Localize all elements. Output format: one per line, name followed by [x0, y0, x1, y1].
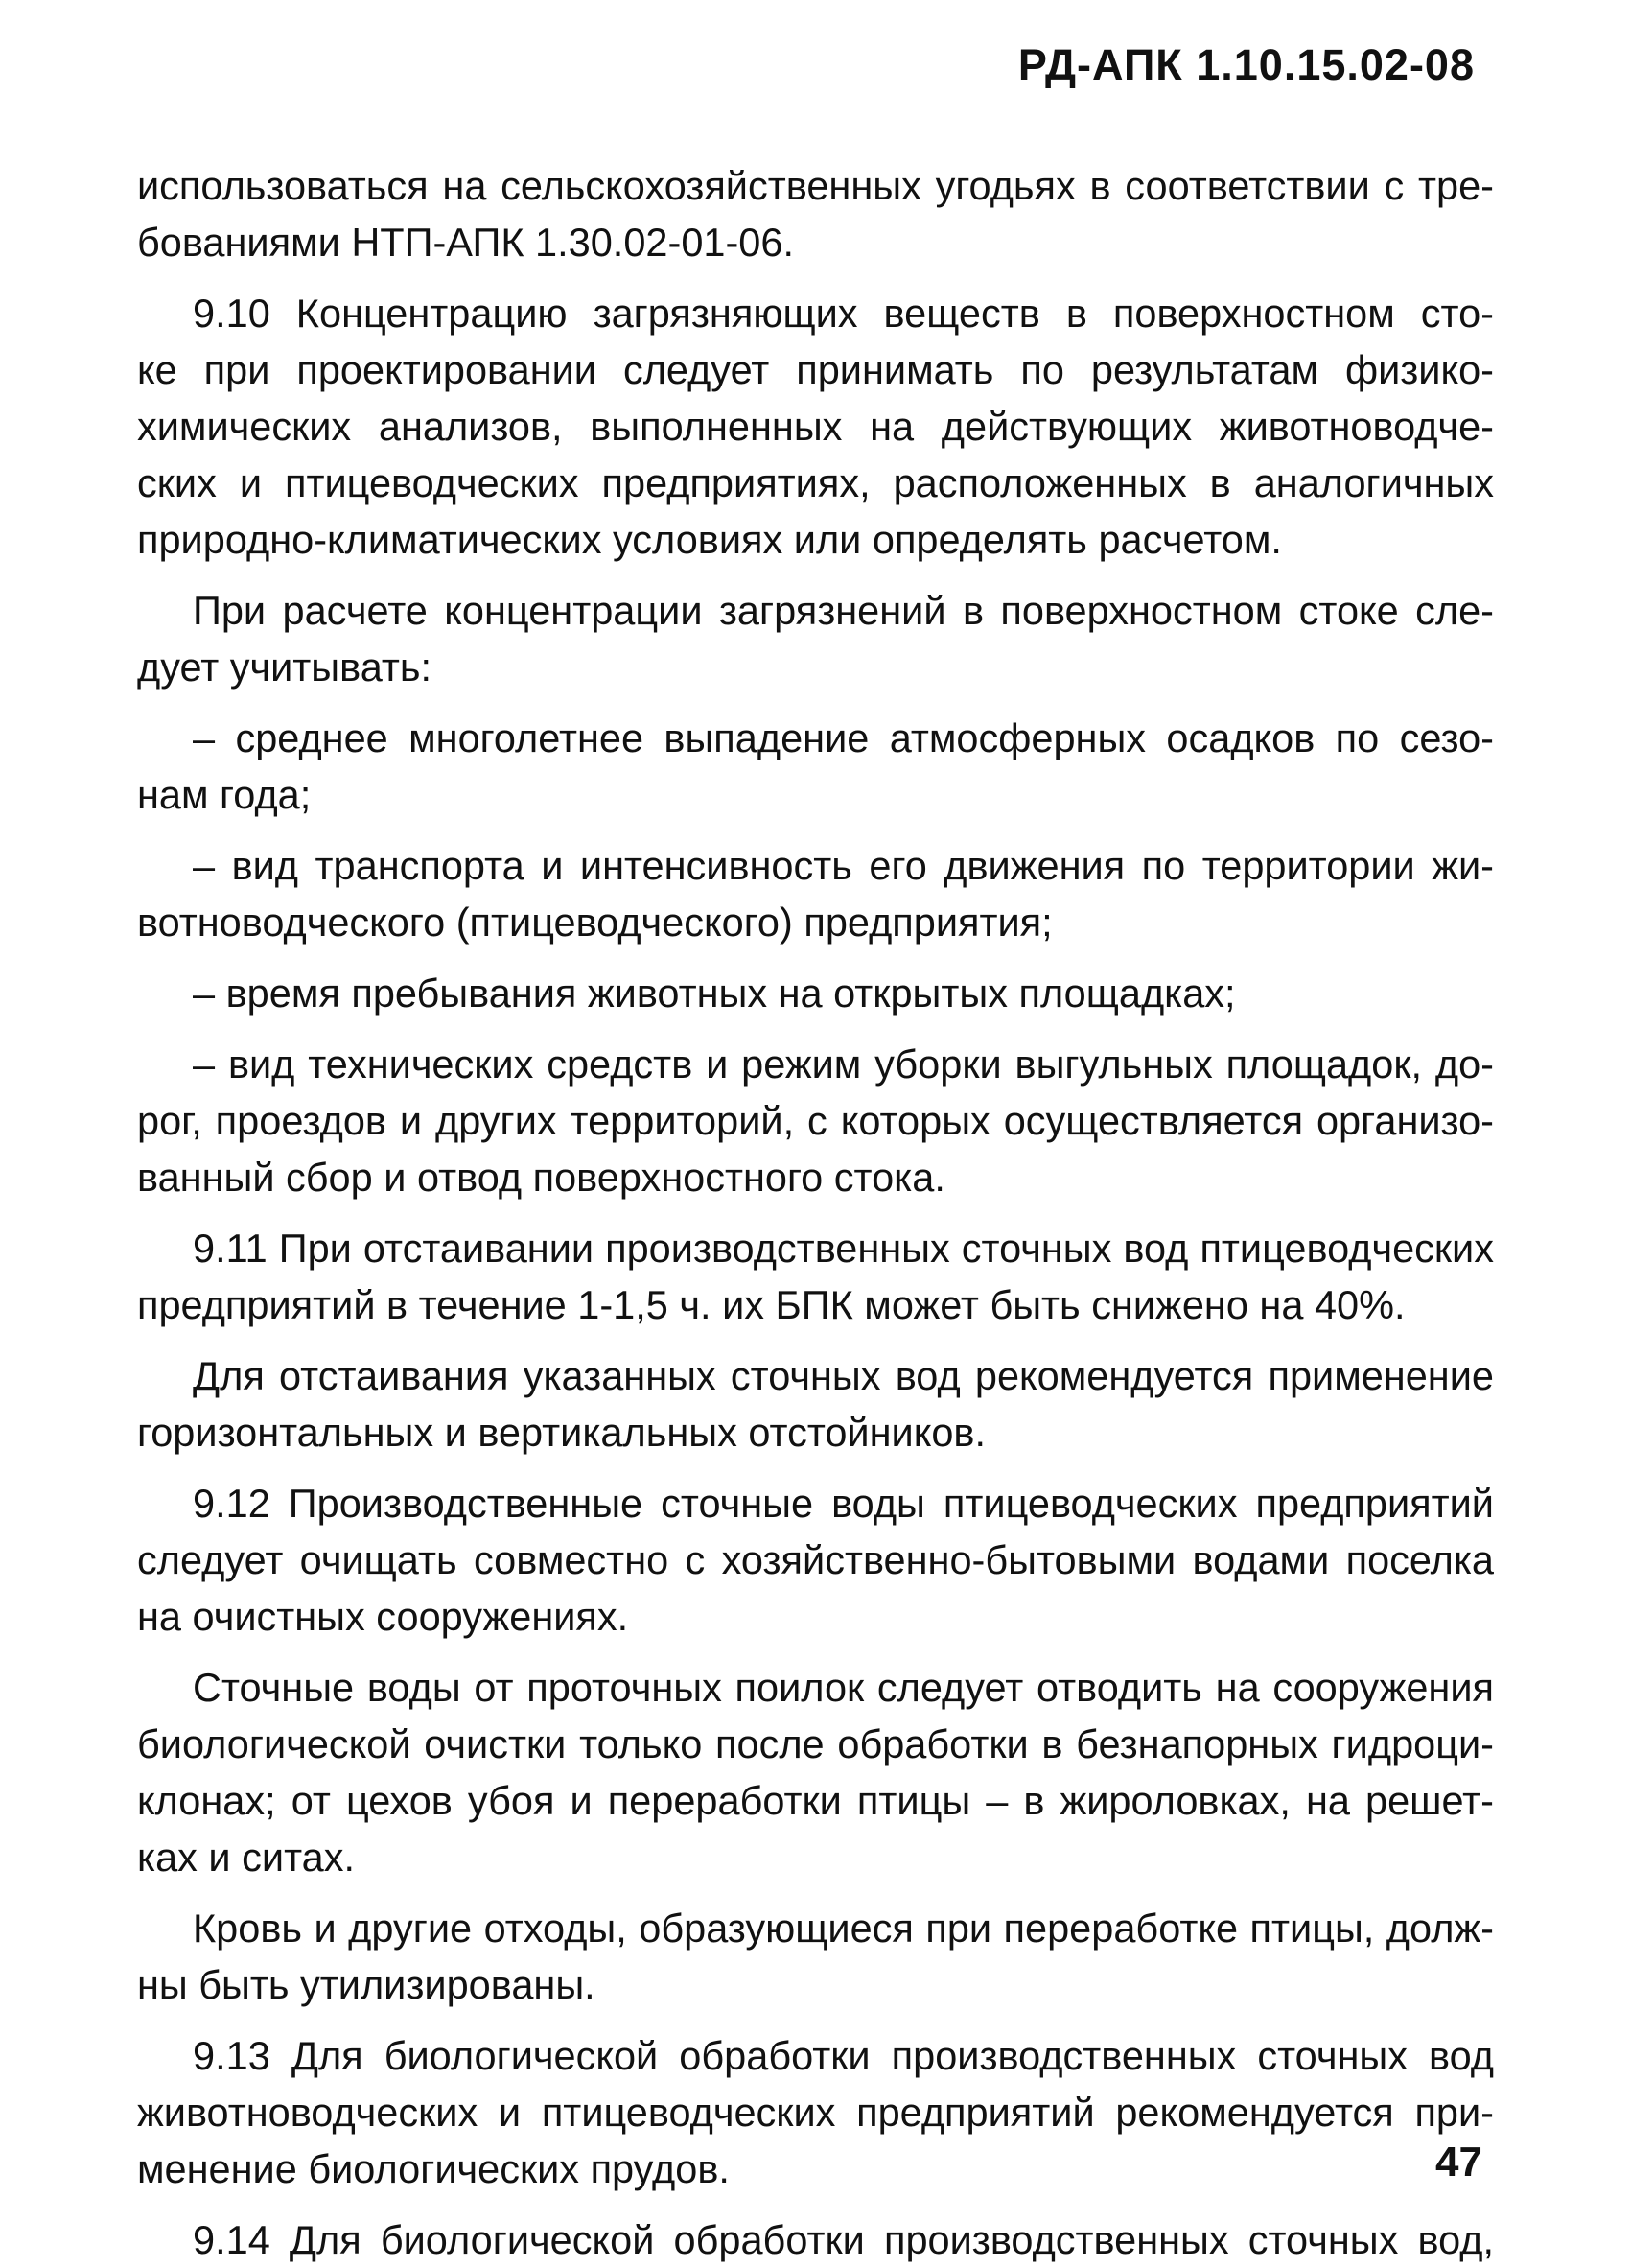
text-line: следует очищать совместно с хозяйственно-бытовыми водами поселка	[137, 1537, 1494, 1582]
text-line: Для отстаивания указанных сточных вод рекомендуется применение	[193, 1353, 1494, 1398]
document-code: РД-АПК 1.10.15.02-08	[1017, 40, 1475, 89]
text-line: Кровь и другие отходы, образующиеся при переработке птицы, долж-	[193, 1906, 1494, 1951]
text-line: дует учитывать:	[137, 644, 432, 690]
text-line: ках и ситах.	[137, 1835, 355, 1880]
text-line: биологической очистки только после обработки в безнапорных гидроци-	[137, 1721, 1494, 1766]
text-line: – среднее многолетнее выпадение атмосферных осадков по сезо-	[193, 715, 1494, 760]
text-line: При расчете концентрации загрязнений в поверхностном стоке сле-	[193, 588, 1494, 633]
text-line: горизонтальных и вертикальных отстойников.	[137, 1410, 986, 1455]
text-line: 9.10 Концентрацию загрязняющих веществ в поверхностном сто-	[193, 291, 1494, 336]
page-body	[137, 157, 1494, 2268]
text-line: Сточные воды от проточных поилок следует отводить на сооружения	[193, 1665, 1494, 1710]
text-line: бованиями НТП-АПК 1.30.02-01-06.	[137, 220, 794, 265]
text-line: химических анализов, выполненных на действующих животноводче-	[137, 404, 1494, 449]
text-line: 9.13 Для биологической обработки производственных сточных вод	[193, 2033, 1494, 2078]
text-line: клонах; от цехов убоя и переработки птицы – в жироловках, на решет-	[137, 1778, 1494, 1823]
text-line: использоваться на сельскохозяйственных угодьях в соответствии с тре-	[137, 163, 1494, 208]
text-line: ских и птицеводческих предприятиях, расположенных в аналогичных	[137, 460, 1494, 505]
text-line: на очистных сооружениях.	[137, 1594, 629, 1639]
text-line: нам года;	[137, 772, 312, 817]
text-line: 9.14 Для биологической обработки производственных сточных вод,	[193, 2217, 1494, 2262]
text-line: рог, проездов и других территорий, с которых осуществляется организо-	[137, 1098, 1494, 1143]
text-line: – вид транспорта и интенсивность его движения по территории жи-	[193, 843, 1494, 888]
text-line: – вид технических средств и режим уборки выгульных площадок, до-	[193, 1041, 1494, 1087]
text-line: животноводческих и птицеводческих предприятий рекомендуется при-	[137, 2090, 1494, 2135]
page-number: 47	[1435, 2139, 1482, 2186]
text-line: ны быть утилизированы.	[137, 1962, 595, 2007]
text-line: ке при проектировании следует принимать по результатам физико-	[137, 347, 1494, 392]
text-line: менение биологических прудов.	[137, 2146, 730, 2191]
text-line: природно-климатических условиях или определять расчетом.	[137, 517, 1282, 562]
text-line: 9.11 При отстаивании производственных сточных вод птицеводческих	[193, 1226, 1494, 1271]
text-line: – время пребывания животных на открытых площадках;	[193, 970, 1236, 1016]
text-line: предприятий в течение 1-1,5 ч. их БПК может быть снижено на 40%.	[137, 1282, 1406, 1327]
text-line: вотноводческого (птицеводческого) предприятия;	[137, 900, 1053, 945]
text-line: ванный сбор и отвод поверхностного стока.	[137, 1155, 945, 1200]
text-line: 9.12 Производственные сточные воды птицеводческих предприятий	[193, 1481, 1494, 1526]
